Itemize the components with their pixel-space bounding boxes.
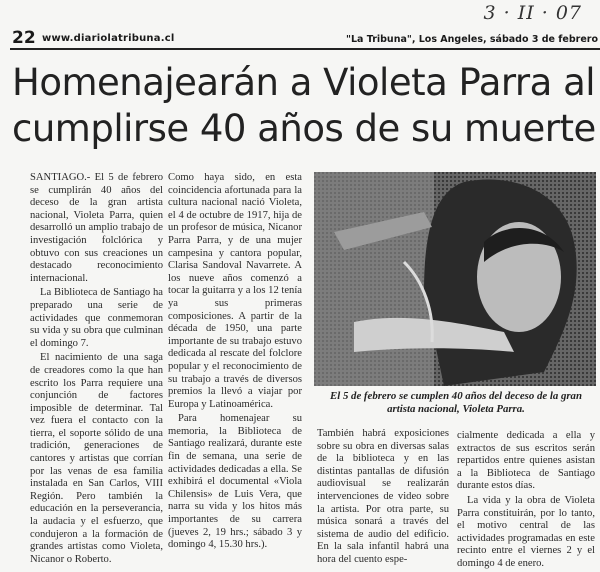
handwritten-date: 3 · II · 07 — [483, 2, 582, 24]
paragraph: cialmente dedicada a ella y extractos de sus escritos serán repartidos entre quienes asistan a la Biblioteca de Santiago durante estos días. — [457, 430, 595, 492]
dateline: "La Tribuna", Los Angeles, sábado 3 de febrero — [346, 34, 598, 45]
column-4 — [457, 430, 595, 572]
paragraph: La Biblioteca de Santiago ha preparado una serie de actividades que conmemoran su vida y su obra que culminan el domingo 7. — [30, 287, 163, 349]
page-number: 22 — [12, 28, 36, 48]
photo-image — [314, 172, 596, 386]
column-2 — [168, 172, 302, 554]
header-rule — [10, 48, 600, 50]
site-url: www.diariolatribuna.cl — [42, 33, 175, 44]
article-photo — [314, 172, 596, 386]
paragraph: SANTIAGO.- El 5 de febrero se cumplirán 40 años del deceso de la gran artista nacional, Violeta Parra, quien desarrolló un amplio trabajo de investigación folclórica y obtuvo con sus creaciones un destacado reconocimiento internacional. — [30, 172, 163, 284]
paragraph: Para homenajear su memoria, la Biblioteca de Santiago realizará, durante este fin de semana, una serie de actividades dedicadas a ella. Se exhibirá el documental «Viola Chilensis» de Luis Vera, que narra su vida y los hitos más importantes de su carrera (jueves 2, 19 hrs.; sábado 3 y domingo 4, 15.30 hrs.). — [168, 413, 302, 551]
paragraph: La vida y la obra de Violeta Parra constituirán, por lo tanto, el motivo central de las actividades programadas en este recinto entre el viernes 2 y el domingo 4 de enero. — [457, 494, 595, 569]
paragraph: También habrá exposiciones sobre su obra en diversas salas de la biblioteca y en las distintas pantallas de difusión audiovisual se realizarán intervenciones de video sobre la artista. Por otra parte, su música sonará a través del sistema de audio del edificio. En la sala infantil habrá una hora del cuento espe- — [317, 428, 449, 565]
photo-caption: El 5 de febrero se cumplen 40 años del deceso de la gran artista nacional, Violeta Parra. — [330, 390, 582, 415]
paragraph: Como haya sido, en esta coincidencia afortunada para la cultura nacional nació Violeta, el 4 de octubre de 1917, hija de un profesor de música, Nicanor Parra Parra, y de una mujer campesina y cantora popular, Clarisa Sandoval Navarrete. A los nueve años comenzó a tocar la guitarra y a los 12 tenía ya sus primeras composiciones. A partir de la década de 1950, una parte importante de su trabajo estuvo dedicada al rescate del folclore popular y el reconocimiento de su trabajo a través de diversos premios la llevó a viajar por Europa y Latinoamérica. — [168, 172, 302, 410]
headline: Homenajearán a Violeta Parra al cumplirse 40 años de su muerte — [12, 61, 596, 150]
page-header — [0, 2, 600, 48]
column-3 — [317, 428, 449, 569]
column-1 — [30, 172, 163, 568]
paragraph: El nacimiento de una saga de creadores como la que han escrito los Parra requiere una conjunción de factores imposible de determinar. Tal vez fuera el contacto con la tierra, el soporte sólido de una tradición, generaciones de cantores y artistas que corrían por las venas de esa familia instalada en San Carlos, VIII Región. Pero también la educación en la perseverancia, la audacia y el esfuerzo, que condujeron a la formación de grandes artistas como Violeta, Nicanor o Roberto. — [30, 352, 163, 565]
